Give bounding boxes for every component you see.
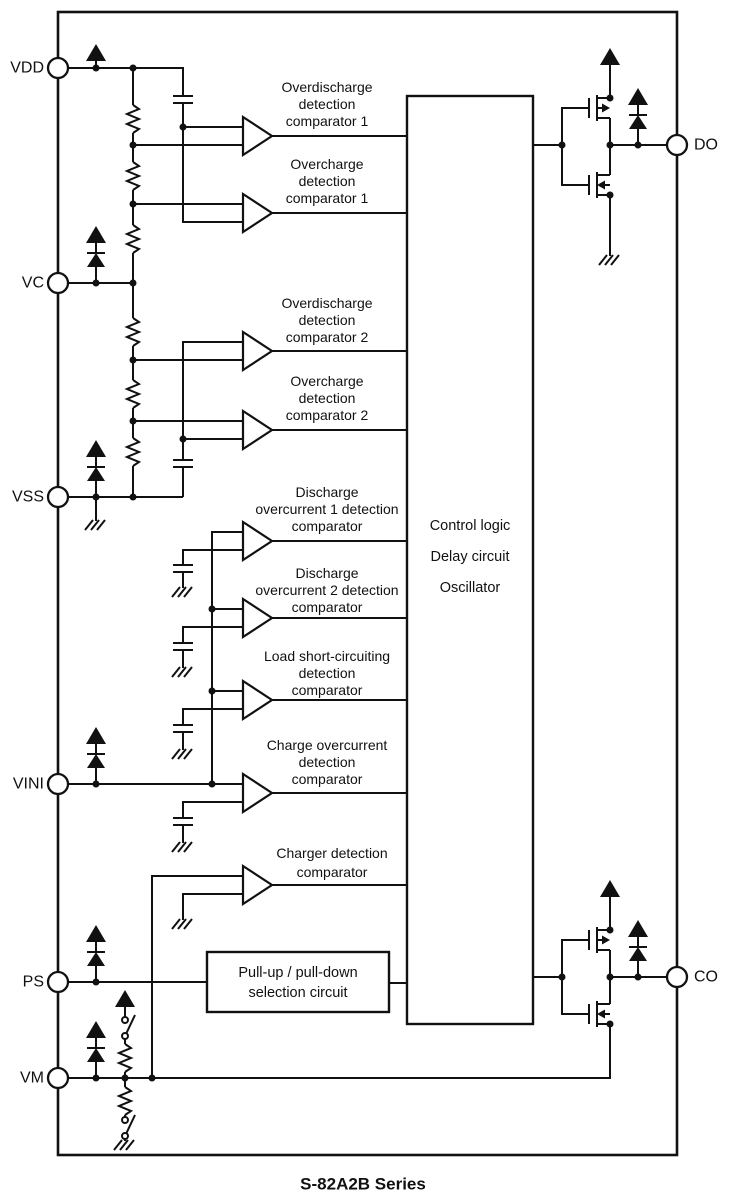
junction-dot bbox=[209, 781, 216, 788]
vm-pullup-resistor-icon bbox=[119, 1044, 131, 1072]
vm-pulldown-resistor-icon bbox=[119, 1087, 131, 1115]
junction-dot bbox=[180, 124, 187, 131]
pullup-block-line: Pull-up / pull-down bbox=[238, 965, 358, 981]
junction-dot bbox=[122, 1075, 129, 1082]
supply-arrow-icon bbox=[600, 48, 620, 72]
clamp-diode-icon bbox=[86, 440, 106, 497]
pin-label-vm: VM bbox=[20, 1069, 44, 1087]
comparator-label-discharge-oc1 bbox=[255, 484, 398, 534]
label-line: comparator 1 bbox=[285, 190, 369, 206]
label-line: overcurrent 2 detection bbox=[255, 582, 399, 598]
supply-arrow-icon bbox=[86, 44, 106, 68]
pin-label-vss: VSS bbox=[11, 488, 44, 506]
label-line: Load short-circuiting bbox=[263, 648, 391, 664]
comparator-label-overcharge-2 bbox=[286, 373, 369, 423]
label-line: Overdischarge bbox=[281, 295, 373, 311]
junction-dot bbox=[130, 357, 137, 364]
label-line: Overdischarge bbox=[281, 79, 373, 95]
label-line: comparator bbox=[296, 864, 368, 880]
ground-icon bbox=[114, 1140, 134, 1150]
comparator-label-charger-detect bbox=[276, 845, 387, 880]
ground-icon bbox=[172, 749, 192, 759]
comparator-symbol bbox=[243, 866, 272, 904]
comparator-symbol bbox=[243, 774, 272, 812]
junction-dot bbox=[607, 927, 614, 934]
ground-icon bbox=[172, 919, 192, 929]
junction-dot bbox=[93, 65, 100, 72]
comparator-symbol bbox=[243, 117, 272, 155]
label-line: comparator 2 bbox=[285, 329, 369, 345]
do-driver-net bbox=[533, 72, 667, 256]
capacitor-icon bbox=[173, 460, 193, 467]
comparator-symbol bbox=[243, 194, 272, 232]
junction-dot bbox=[93, 494, 100, 501]
pin-vss bbox=[48, 487, 68, 507]
comparator-symbol bbox=[243, 411, 272, 449]
ground-icon bbox=[172, 587, 192, 597]
pin-label-do: DO bbox=[694, 136, 718, 154]
pin-co bbox=[667, 967, 687, 987]
junction-dot bbox=[607, 1021, 614, 1028]
pin-label-co: CO bbox=[694, 968, 718, 986]
clamp-diode-icon bbox=[628, 88, 648, 145]
label-line: comparator bbox=[291, 599, 363, 615]
pullup-selection-block bbox=[207, 952, 389, 1012]
capacitor-icon bbox=[173, 818, 193, 825]
divider-resistor-icon bbox=[127, 438, 139, 466]
co-driver-net bbox=[533, 904, 667, 1014]
pulldown-switch-icon bbox=[122, 1115, 135, 1139]
label-line: Overcharge bbox=[290, 156, 364, 172]
junction-dot bbox=[607, 974, 614, 981]
label-line: Discharge bbox=[295, 484, 359, 500]
ground-icon bbox=[172, 667, 192, 677]
divider-resistor-icon bbox=[127, 225, 139, 253]
label-line: comparator 2 bbox=[285, 407, 369, 423]
pin-label-vini: VINI bbox=[12, 775, 44, 793]
junction-dot bbox=[93, 1075, 100, 1082]
capacitor-icon bbox=[173, 565, 193, 572]
junction-dot bbox=[93, 979, 100, 986]
clamp-diode-icon bbox=[86, 727, 106, 784]
pin-ps bbox=[48, 972, 68, 992]
control-block-labels bbox=[430, 518, 511, 596]
pin-vm bbox=[48, 1068, 68, 1088]
comparator-label-discharge-oc2 bbox=[255, 565, 398, 615]
divider-resistor-icon bbox=[127, 105, 139, 133]
clamp-diode-icon bbox=[86, 925, 106, 982]
junction-dot bbox=[607, 95, 614, 102]
junction-dot bbox=[130, 280, 137, 287]
label-line: detection bbox=[298, 754, 356, 770]
label-line: comparator bbox=[291, 771, 363, 787]
comparator-label-charge-oc bbox=[267, 737, 388, 787]
divider-resistor-icon bbox=[127, 318, 139, 346]
comparator-label-overdischarge-1 bbox=[281, 79, 372, 129]
junction-dot bbox=[130, 142, 137, 149]
pin-do bbox=[667, 135, 687, 155]
diagram-caption: S-82A2B Series bbox=[300, 1174, 426, 1194]
junction-dot bbox=[130, 201, 137, 208]
control-block-line: Control logic bbox=[429, 518, 511, 534]
ground-icon bbox=[85, 520, 105, 530]
divider-resistor-icon bbox=[127, 380, 139, 408]
clamp-diode-icon bbox=[86, 226, 106, 283]
junction-dot bbox=[130, 65, 137, 72]
control-block-line: Oscillator bbox=[439, 580, 501, 596]
supply-arrow-icon bbox=[600, 880, 620, 904]
label-line: comparator bbox=[291, 518, 363, 534]
control-block-line: Delay circuit bbox=[430, 549, 510, 565]
label-line: detection bbox=[298, 665, 356, 681]
vini-bus-net bbox=[68, 532, 243, 784]
comparator-label-load-short bbox=[264, 648, 390, 698]
pin-vini bbox=[48, 774, 68, 794]
junction-dot bbox=[209, 606, 216, 613]
junction-dot bbox=[607, 192, 614, 199]
comparator-symbol bbox=[243, 599, 272, 637]
comparator-label-overdischarge-2 bbox=[281, 295, 372, 345]
comparator-label-overcharge-1 bbox=[286, 156, 369, 206]
junction-dot bbox=[635, 974, 642, 981]
clamp-diode-icon bbox=[86, 1021, 106, 1078]
junction-dot bbox=[635, 142, 642, 149]
comparator-symbol bbox=[243, 332, 272, 370]
label-line: Charger detection bbox=[276, 845, 388, 861]
junction-dot bbox=[559, 142, 566, 149]
junction-dot bbox=[130, 418, 137, 425]
supply-arrow-icon bbox=[115, 990, 135, 1014]
voltage-divider-net bbox=[133, 68, 243, 497]
label-line: Discharge bbox=[295, 565, 359, 581]
label-line: detection bbox=[298, 390, 356, 406]
comparator-symbol bbox=[243, 522, 272, 560]
junction-dot bbox=[130, 494, 137, 501]
vm-net bbox=[68, 1024, 610, 1078]
pin-vdd bbox=[48, 58, 68, 78]
ground-icon bbox=[172, 842, 192, 852]
label-line: comparator bbox=[291, 682, 363, 698]
junction-dot bbox=[93, 280, 100, 287]
comparator-symbol bbox=[243, 681, 272, 719]
pullup-switch-icon bbox=[122, 1015, 135, 1039]
clamp-diode-icon bbox=[628, 920, 648, 977]
label-line: detection bbox=[298, 312, 356, 328]
junction-dot bbox=[607, 142, 614, 149]
label-line: detection bbox=[298, 96, 356, 112]
divider-resistor-icon bbox=[127, 162, 139, 190]
label-line: detection bbox=[298, 173, 356, 189]
pullup-block-line: selection circuit bbox=[248, 985, 348, 1001]
capacitor-icon bbox=[173, 96, 193, 103]
pin-label-ps: PS bbox=[22, 973, 44, 991]
pin-vc bbox=[48, 273, 68, 293]
pin-label-vdd: VDD bbox=[10, 59, 44, 77]
label-line: overcurrent 1 detection bbox=[255, 501, 399, 517]
junction-dot bbox=[180, 436, 187, 443]
junction-dot bbox=[149, 1075, 156, 1082]
junction-dot bbox=[209, 688, 216, 695]
junction-dot bbox=[93, 781, 100, 788]
capacitor-icon bbox=[173, 725, 193, 732]
label-line: Charge overcurrent bbox=[266, 737, 388, 753]
comp8-ref-net bbox=[183, 802, 243, 843]
ground-icon bbox=[599, 255, 619, 265]
capacitor-icon bbox=[173, 643, 193, 650]
label-line: comparator 1 bbox=[285, 113, 369, 129]
pin-label-vc: VC bbox=[21, 274, 44, 292]
junction-dot bbox=[559, 974, 566, 981]
label-line: Overcharge bbox=[290, 373, 364, 389]
